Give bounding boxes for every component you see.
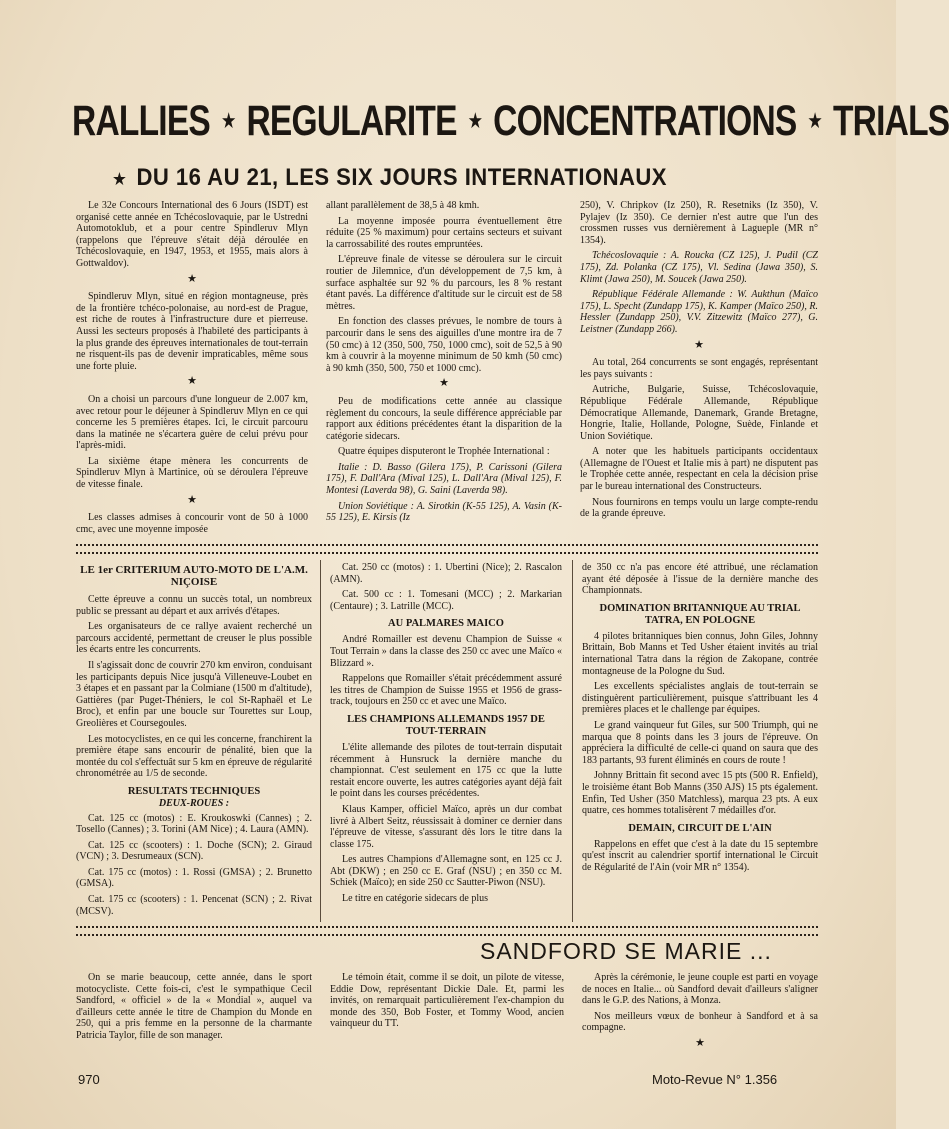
sandford-col2 [330, 972, 564, 1034]
article-subtitle [112, 164, 667, 192]
paragraph: Spindleruv Mlyn, situé en région montagneuse, près de la frontière tchéco-polonaise, au nord-est de Prague, est riche de routes à l'infrastructure dure et pierreuse. Aussi les secteurs proposés à l'habileté des participants à la plus grande des épreuves internationales de tout-terrain ne risquent-ils pas de devenir impraticables, même sous une forte pluie. [76, 291, 308, 372]
paragraph: A noter que les habituels participants occidentaux (Allemagne de l'Ouest et Italie mis à part) ne disputent pas le Trophée cette année, respectant en cela la décision prise par le bureau international des Constructeurs. [580, 446, 818, 493]
star-icon: ★ [439, 377, 449, 390]
column-divider [572, 560, 573, 922]
section-headline [72, 96, 949, 146]
allemands-title: LES CHAMPIONS ALLEMANDS 1957 DE TOUT-TERRAIN [347, 713, 545, 737]
results-subtitle: DEUX-ROUES : [158, 797, 230, 809]
result-line: Cat. 500 cc : 1. Tomesani (MCC) ; 2. Markarian (Centaure) ; 3. Latrille (MCC). [330, 589, 562, 612]
star-icon: ★ [220, 108, 236, 133]
paragraph: La sixième étape mènera les concurrents de Spindleruv Mlyn à Martinice, où se déroulera l'épreuve de vitesse finale. [76, 455, 308, 491]
divider-rule [76, 926, 818, 936]
right-column [582, 562, 818, 877]
result-line: Cat. 175 cc (motos) : 1. Rossi (GMSA) ; 2. Brunetto (GMSA). [76, 866, 312, 890]
paragraph: Quatre équipes disputeront le Trophée International : [338, 446, 550, 458]
paragraph: de 350 cc n'a pas encore été attribué, une réclamation ayant été déposée à l'issue de la dernière manche des Championnats. [582, 562, 818, 597]
star-icon: ★ [694, 338, 704, 351]
paragraph: Il s'agissait donc de couvrir 270 km environ, conduisant les participants depuis Nice jusqu'à Villeneuve-Loubet en 3 étapes et en passant par la Colmiane (1500 m d'altitude), Gattières (par Puget-Théniers, le col St-Raphaël et Le Broc), et enfin par une boucle sur Tourettes sur Loup, Greolières et Coursegoules. [76, 659, 312, 729]
paragraph: Les excellents spécialistes anglais de tout-terrain se distinguèrent particulièrement, puisque s'attribuant les 4 premières places et le challenge par équipes. [582, 681, 818, 716]
middle-column [330, 562, 562, 909]
team-rfa: République Fédérale Allemande : W. Aukthun (Maïco 175), L. Specht (Zundapp 175), K. Kamper (Maïco 250), R. Hessler (Zundapp 250), V.V. Zitzewitz (Maïco 277), G. Leistner (Zundapp 266). [580, 289, 818, 335]
paragraph: Les organisateurs de ce rallye avaient recherché un parcours accidenté, permettant de creuser le plus possible les écarts entre les concurrents. [76, 621, 312, 656]
star-icon: ★ [467, 108, 483, 133]
paragraph: André Romailler est devenu Champion de Suisse « Tout Terrain » dans la classe des 250 cc avec une Maïco « Blizzard ». [330, 634, 562, 669]
paragraph: Cette épreuve a connu un succès total, un nombreux public se pressant au départ et aux arrivés d'étapes. [76, 594, 312, 617]
ain-title: DEMAIN, CIRCUIT DE L'AIN [628, 822, 772, 834]
paragraph: Rappelons en effet que c'est à la date du 15 septembre qu'est inscrit au calendrier sportif international le Circuit de Régularité de l'Ain (voir MR n° 1354). [582, 838, 818, 873]
tatra-title: DOMINATION BRITANNIQUE AU TRIAL TATRA, EN POLOGNE [599, 602, 801, 626]
team-tchecoslovaquie: Tchécoslovaquie : A. Roucka (CZ 125), J. Pudil (CZ 175), Zd. Polanka (CZ 175), Vl. Sedina (Jawa 350), S. Klimt (Jawa 250), M. Soucek (Jawa 250). [580, 250, 818, 285]
paragraph: Au total, 264 concurrents se sont engagés, représentant les pays suivants : [580, 357, 818, 380]
paragraph: Les motocyclistes, en ce qui les concerne, franchirent la première étape sans encourir de pénalité, bien que la montée du col s'effectuât sur 5 km en épreuve de régularité chronométrée au 1/5 de seconde. [76, 733, 312, 780]
paragraph: Les autres Champions d'Allemagne sont, en 125 cc J. Abt (DKW) ; en 250 cc E. Graf (NSU) ; en 350 cc M. Schiek (Maïco); en side 250 cc Sautter-Piwon (NSU). [330, 854, 562, 889]
criterium-title: LE 1er CRITERIUM AUTO-MOTO DE L'A.M. NIÇOISE [80, 564, 308, 588]
sandford-col3 [582, 972, 818, 1056]
six-jours-col3 [580, 200, 818, 524]
paragraph: Après la cérémonie, le jeune couple est parti en voyage de noces en Italie... où Sandford devait d'ailleurs s'aligner dans le G.P. des Nations, à Monza. [582, 972, 818, 1007]
criterium-column [76, 562, 312, 921]
headline-rallies: RALLIES [72, 96, 211, 145]
result-line: Cat. 175 cc (scooters) : 1. Pencenat (SCN) ; 2. Rivat (MCSV). [76, 894, 312, 917]
star-icon: ★ [187, 272, 197, 285]
paragraph: Nos meilleurs vœux de bonheur à Sandford et à sa compagne. [582, 1010, 818, 1034]
paragraph: On a choisi un parcours d'une longueur de 2.007 km, avec retour pour le déjeuner à Spindleruv Mlyn en ce qui concerne les 5 premières étapes. Ici, le circuit parcouru dans la matinée ne s'écartera guère de celui prévu pour l'après-midi. [76, 393, 308, 452]
paragraph: L'épreuve finale de vitesse se déroulera sur le circuit routier de Jilemnice, d'un développement de 7,5 km, à surface asphaltée sur 92 % du parcours, les 8 % restant étant pavés. La différence d'altitude sur le circuit est de 58 mètres. [326, 254, 562, 312]
paragraph: 4 pilotes britanniques bien connus, John Giles, Johnny Brittain, Bob Manns et Ted Usher étaient invités au trial international Tatra dans la région de Zakopane, contrée montagneuse de la Pologne du Sud. [582, 630, 818, 677]
paragraph: Autriche, Bulgarie, Suisse, Tchécoslovaquie, République Fédérale Allemande, République Démocratique Allemande, Danemark, Grande Bretagne, Hongrie, Italie, Hollande, Pologne, Suède, Finlande et Union Soviétique. [580, 384, 818, 442]
paragraph: Rappelons que Romailler s'était précédemment assuré les titres de Champion de Suisse 1955 et 1956 de grass-track, toujours en 250 cc et avec une Maïco. [330, 673, 562, 708]
paragraph: Nous fournirons en temps voulu un large compte-rendu de la grande épreuve. [580, 496, 818, 520]
star-icon: ★ [187, 493, 197, 506]
paragraph: Le titre en catégorie sidecars de plus [342, 893, 489, 905]
sandford-title: SANDFORD SE MARIE ... [480, 938, 772, 964]
result-line: Cat. 125 cc (motos) : E. Kroukoswki (Cannes) ; 2. Tosello (Cannes) ; 3. Torini (AM Nice) ; 4. Laura (AMN). [76, 812, 312, 836]
paragraph: Le témoin était, comme il se doit, un pilote de vitesse, Eddie Dow, représentant Dickie Dale. Et, parmi les invités, on remarquait particulièrement l'ex-champion du monde des 350, Bob Foster, et Tommy Wood, ancien vainqueur du TT. [330, 972, 564, 1030]
headline-concentrations: CONCENTRATIONS [493, 96, 797, 145]
star-icon: ★ [187, 375, 197, 388]
divider-rule [76, 544, 818, 554]
star-icon: ★ [807, 108, 823, 133]
paragraph: 250), V. Chripkov (Iz 250), R. Resetniks (Iz 350), V. Pylajev (Iz 350). Ce dernier n'est autre que l'un des crossmen russes vus dernièrement à Lagueple (MR n° 1354). [580, 200, 818, 246]
paragraph: Johnny Brittain fit second avec 15 pts (500 R. Enfield), le troisième étant Bob Manns (350 AJS) 15 pts également. Enfin, Ted Usher (350 Matchless), marqua 23 pts. A eux quatre, ces hommes totalisèrent 7 médailles d'or. [582, 770, 818, 817]
headline-regularite: REGULARITE [246, 96, 457, 145]
result-line: Cat. 250 cc (motos) : 1. Ubertini (Nice); 2. Rascalon (AMN). [330, 562, 562, 585]
paragraph: Peu de modifications cette année au classique règlement du concours, la seule différence appréciable par rapport aux éditions précédentes étant la disparition de la catégorie sidecars. [326, 395, 562, 442]
subtitle-text: DU 16 AU 21, LES SIX JOURS INTERNATIONAUX [136, 164, 667, 191]
magazine-issue: Moto-Revue N° 1.356 [652, 1072, 778, 1087]
paragraph: Le 32e Concours International des 6 Jours (ISDT) est organisé cette année en Tchécoslovaquie, par le Ustredni Automotoklub, et a pour centre Spindleruv Mlyn (rappelons que l'épreuve s'était déjà déroulée en Tchécoslovaquie, en 1947, 1953, et 1955, mais alors à Gottwaldov). [76, 200, 308, 269]
six-jours-col2 [326, 200, 562, 528]
maico-title: AU PALMARES MAICO [388, 618, 504, 630]
six-jours-col1 [76, 200, 308, 539]
star-icon: ★ [112, 169, 128, 189]
column-divider [320, 560, 321, 922]
paragraph: Klaus Kamper, officiel Maïco, après un dur combat livré à Albert Seitz, réussissait à dominer ce dernier dans l'épreuve de vitesse, s'assurant dès lors le titre dans la classe 175. [330, 803, 562, 850]
page-number: 970 [78, 1072, 100, 1087]
paragraph: On se marie beaucoup, cette année, dans le sport motocycliste. Cette fois-ci, c'est le sympathique Cecil Sandford, « officiel » de la « Mondial », auquel va d'ailleurs cette année le titre de Champion du Monde en 250, qui a pris femme en la personne de la charmante Patricia Taylor, fille de son manager. [76, 972, 312, 1041]
team-italie: Italie : D. Basso (Gilera 175), P. Carissoni (Gilera 175), F. Dall'Ara (Mival 125), L. Dall'Ara (Mival 125), F. Montesi (Laverda 98), G. Saini (Laverda 98). [326, 461, 562, 497]
team-urss: Union Soviétique : A. Sirotkin (K-55 125), A. Vasin (K-55 125), E. Kirsis (Iz [326, 500, 562, 524]
sandford-col1 [76, 972, 312, 1046]
results-title: RESULTATS TECHNIQUES [127, 785, 261, 797]
paragraph: Les classes admises à concourir vont de 50 à 1000 cmc, avec une moyenne imposée [76, 512, 308, 535]
star-icon: ★ [695, 1036, 705, 1049]
result-line: Cat. 125 cc (scooters) : 1. Doche (SCN); 2. Giraud (VCN) ; 3. Desrumeaux (SCN). [76, 839, 312, 863]
headline-trials: TRIALS [832, 96, 949, 145]
paragraph: En fonction des classes prévues, le nombre de tours à parcourir dans le sens des aiguilles d'une montre ira de 7 (50 cmc) à 12 (350, 500, 750, 1000 cmc), soit de 52,5 à 90 km à couvrir à la moyenne minimum de 50 kmh (50 cmc) à 90 kmh (350, 500, 750 et 1000 cmc). [326, 316, 562, 374]
paragraph: La moyenne imposée pourra éventuellement être réduite (25 % maximum) pour certains secteurs et suivant la carrossabilité des routes empruntées. [326, 215, 562, 250]
paragraph: L'élite allemande des pilotes de tout-terrain disputait récemment à Hunsruck la dernière manche du championnat. C'est seulement en 175 cc que la lutte restait encore ouverte, les autres catégories ayant déjà fait le point dans les courses précédentes. [330, 741, 562, 800]
paragraph: Le grand vainqueur fut Giles, sur 500 Triumph, qui ne marqua que 8 points dans les 3 jours de l'épreuve. On appréciera la difficulté de celle-ci quand on saura que des 183 partants, 93 furent éliminés en cours de route ! [582, 719, 818, 766]
paragraph: allant parallèlement de 38,5 à 48 kmh. [326, 200, 480, 211]
